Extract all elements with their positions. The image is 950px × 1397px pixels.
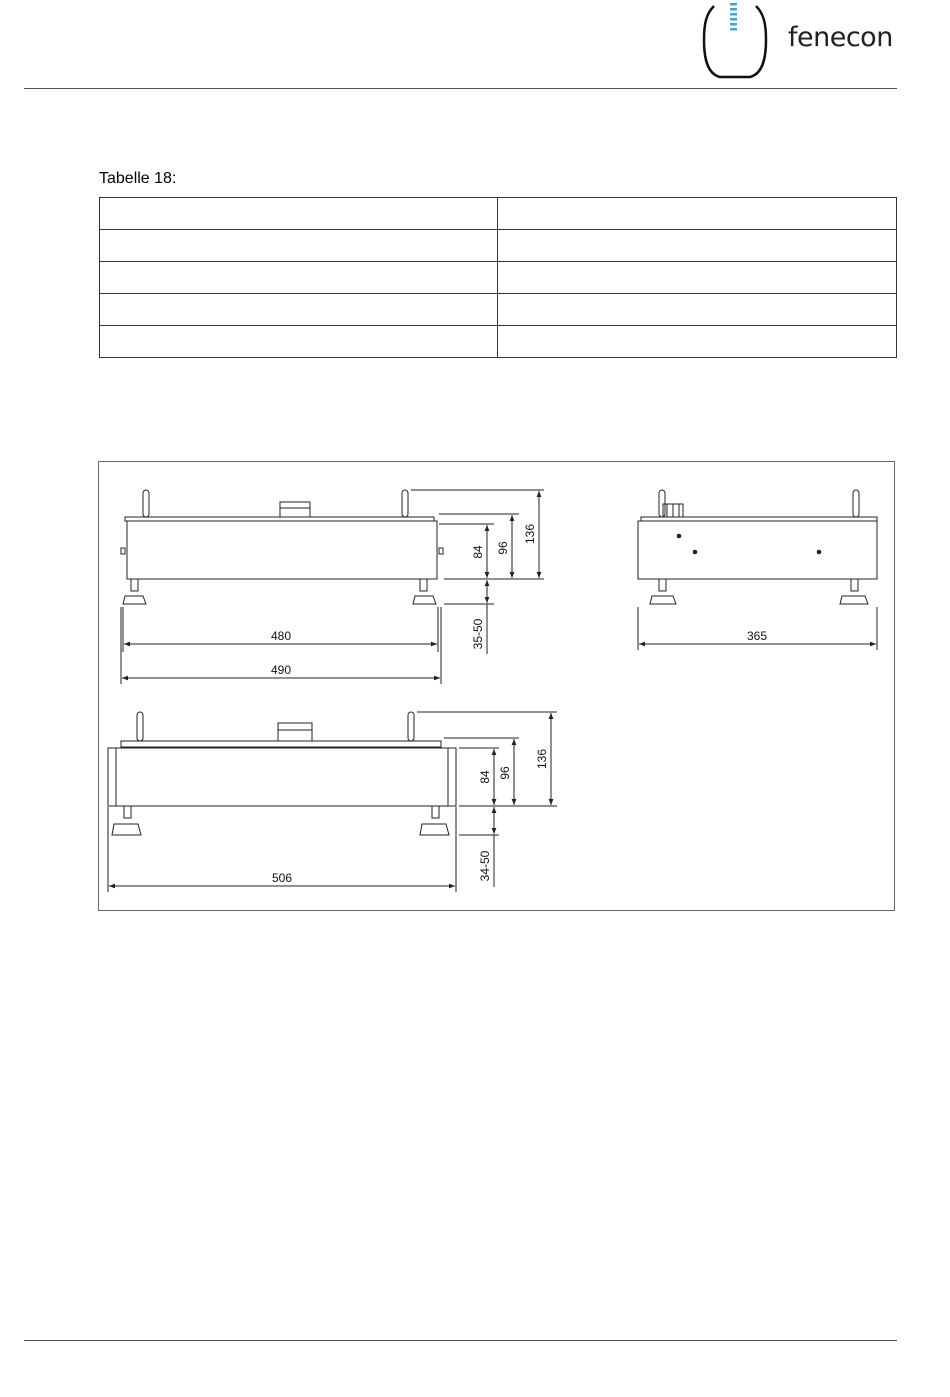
table-cell xyxy=(498,262,897,294)
dimension-drawing xyxy=(98,461,895,911)
dim-width-outer: 490 xyxy=(270,663,292,677)
table-row xyxy=(100,326,897,358)
table-cell xyxy=(498,326,897,358)
dim-feet-range: 35-50 xyxy=(471,618,485,650)
lower-view xyxy=(108,712,557,892)
dim-width-inner: 480 xyxy=(270,629,292,643)
dim-height-total-lower: 136 xyxy=(535,748,549,770)
side-view xyxy=(638,490,877,650)
dim-feet-range-lower: 34-50 xyxy=(478,850,492,882)
table-cell xyxy=(100,230,498,262)
logo-accent-marks xyxy=(730,3,737,31)
dim-depth: 365 xyxy=(746,629,768,643)
table-cell xyxy=(498,230,897,262)
front-view xyxy=(121,490,544,684)
dim-height-top-lower: 96 xyxy=(498,766,512,780)
header-divider xyxy=(24,88,897,89)
table-row xyxy=(100,230,897,262)
dim-height-top: 96 xyxy=(496,541,510,555)
dim-height-body: 84 xyxy=(471,545,485,559)
table-cell xyxy=(100,326,498,358)
table-row xyxy=(100,294,897,326)
table-cell xyxy=(100,262,498,294)
drawing-svg xyxy=(99,462,896,912)
table-cell xyxy=(100,198,498,230)
dim-width-lower: 506 xyxy=(271,871,293,885)
table-row xyxy=(100,262,897,294)
table-caption: Tabelle 18: xyxy=(99,170,177,187)
table-cell xyxy=(100,294,498,326)
spec-table xyxy=(99,197,897,358)
footer-divider xyxy=(24,1340,897,1341)
dim-height-body-lower: 84 xyxy=(478,770,492,784)
table-row xyxy=(100,198,897,230)
dim-height-total: 136 xyxy=(523,523,537,545)
brand-name: fenecon xyxy=(788,22,893,53)
table-cell xyxy=(498,198,897,230)
fenecon-logo-icon xyxy=(700,0,770,82)
table-cell xyxy=(498,294,897,326)
